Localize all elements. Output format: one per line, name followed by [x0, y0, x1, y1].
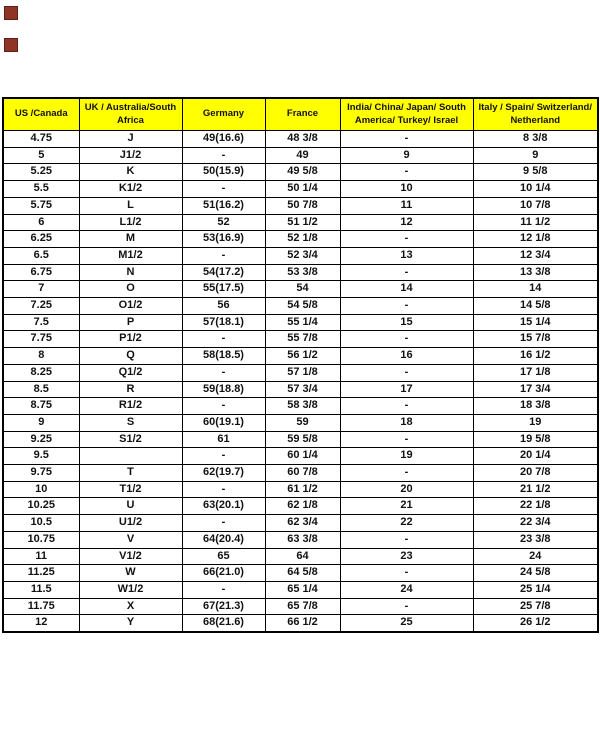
table-cell: 56 1/2 — [265, 348, 340, 365]
table-row — [3, 548, 598, 565]
table-cell: 12 3/4 — [473, 247, 598, 264]
table-cell: 62(19.7) — [182, 465, 265, 482]
table-cell: 14 — [340, 281, 473, 298]
table-cell: 54(17.2) — [182, 264, 265, 281]
table-cell: P1/2 — [79, 331, 182, 348]
table-cell: 10 7/8 — [473, 197, 598, 214]
table-cell: - — [182, 181, 265, 198]
table-cell: P — [79, 314, 182, 331]
table-cell: W1/2 — [79, 581, 182, 598]
table-cell: M — [79, 231, 182, 248]
table-cell: 60 1/4 — [265, 448, 340, 465]
table-cell: 25 7/8 — [473, 598, 598, 615]
table-cell: 58 3/8 — [265, 398, 340, 415]
table-cell: 23 3/8 — [473, 531, 598, 548]
table-cell: 52 3/4 — [265, 247, 340, 264]
table-cell: 55 1/4 — [265, 314, 340, 331]
table-cell: O — [79, 281, 182, 298]
table-cell: - — [340, 565, 473, 582]
table-cell: 20 7/8 — [473, 465, 598, 482]
table-row — [3, 364, 598, 381]
table-row — [3, 531, 598, 548]
table-cell: - — [340, 531, 473, 548]
table-row — [3, 298, 598, 315]
table-cell: 24 — [340, 581, 473, 598]
ring-size-conversion-table — [2, 97, 599, 633]
table-cell: 8 — [3, 348, 79, 365]
column-header: France — [265, 98, 340, 131]
table-cell: 58(18.5) — [182, 348, 265, 365]
table-cell: T1/2 — [79, 481, 182, 498]
table-cell: V1/2 — [79, 548, 182, 565]
table-cell: 11.75 — [3, 598, 79, 615]
table-cell: 54 5/8 — [265, 298, 340, 315]
table-cell: 10.25 — [3, 498, 79, 515]
table-cell: 17 3/4 — [473, 381, 598, 398]
table-cell: - — [340, 264, 473, 281]
table-cell: 8 3/8 — [473, 131, 598, 148]
table-cell: 24 5/8 — [473, 565, 598, 582]
table-cell: 8.5 — [3, 381, 79, 398]
table-cell: 64(20.4) — [182, 531, 265, 548]
table-cell: 65 1/4 — [265, 581, 340, 598]
table-cell: - — [182, 331, 265, 348]
table-cell: - — [182, 398, 265, 415]
table-cell: O1/2 — [79, 298, 182, 315]
table-row — [3, 465, 598, 482]
table-cell: 57 1/8 — [265, 364, 340, 381]
table-cell: 55(17.5) — [182, 281, 265, 298]
table-row — [3, 498, 598, 515]
table-cell: 11.5 — [3, 581, 79, 598]
table-cell: 22 1/8 — [473, 498, 598, 515]
table-cell: 66 1/2 — [265, 615, 340, 632]
table-cell: 66(21.0) — [182, 565, 265, 582]
table-cell: 51 1/2 — [265, 214, 340, 231]
table-row — [3, 264, 598, 281]
table-cell: 64 — [265, 548, 340, 565]
table-cell: 21 1/2 — [473, 481, 598, 498]
table-cell: X — [79, 598, 182, 615]
table-cell: 48 3/8 — [265, 131, 340, 148]
table-row — [3, 398, 598, 415]
table-cell: 59 5/8 — [265, 431, 340, 448]
table-cell: M1/2 — [79, 247, 182, 264]
table-cell: 21 — [340, 498, 473, 515]
table-cell: - — [340, 431, 473, 448]
table-cell: 5.5 — [3, 181, 79, 198]
table-cell: 63(20.1) — [182, 498, 265, 515]
table-row — [3, 147, 598, 164]
table-cell: 49 — [265, 147, 340, 164]
table-cell: J1/2 — [79, 147, 182, 164]
table-cell: R — [79, 381, 182, 398]
table-cell: - — [340, 331, 473, 348]
table-cell: 9 — [3, 414, 79, 431]
table-cell: 12 — [3, 615, 79, 632]
table-cell: S1/2 — [79, 431, 182, 448]
table-cell: 19 5/8 — [473, 431, 598, 448]
table-row — [3, 381, 598, 398]
table-cell: 9 5/8 — [473, 164, 598, 181]
size-table-header-row — [3, 98, 598, 131]
table-cell: - — [182, 515, 265, 532]
table-cell: 23 — [340, 548, 473, 565]
table-cell: 52 1/8 — [265, 231, 340, 248]
table-cell: 65 7/8 — [265, 598, 340, 615]
table-cell: - — [182, 147, 265, 164]
table-cell: 10.75 — [3, 531, 79, 548]
table-cell: 15 — [340, 314, 473, 331]
table-cell: 22 3/4 — [473, 515, 598, 532]
table-cell: 9.5 — [3, 448, 79, 465]
table-row — [3, 448, 598, 465]
table-cell: 22 — [340, 515, 473, 532]
table-cell: 14 5/8 — [473, 298, 598, 315]
table-cell: 9 — [473, 147, 598, 164]
table-cell: S — [79, 414, 182, 431]
table-cell: 53(16.9) — [182, 231, 265, 248]
table-cell: 11 — [3, 548, 79, 565]
table-cell: 6.25 — [3, 231, 79, 248]
table-cell: 20 1/4 — [473, 448, 598, 465]
table-cell: 52 — [182, 214, 265, 231]
table-cell: 60(19.1) — [182, 414, 265, 431]
table-cell: V — [79, 531, 182, 548]
size-table-body — [3, 131, 598, 633]
table-cell: - — [340, 164, 473, 181]
table-cell: 59(18.8) — [182, 381, 265, 398]
table-cell: 4.75 — [3, 131, 79, 148]
table-cell: 68(21.6) — [182, 615, 265, 632]
table-cell: 50 1/4 — [265, 181, 340, 198]
table-cell: 6.75 — [3, 264, 79, 281]
table-cell: 50(15.9) — [182, 164, 265, 181]
table-cell: - — [182, 247, 265, 264]
table-cell: 10 — [3, 481, 79, 498]
table-cell: 25 — [340, 615, 473, 632]
table-cell: 19 — [340, 448, 473, 465]
table-cell: J — [79, 131, 182, 148]
table-cell: R1/2 — [79, 398, 182, 415]
table-cell: 62 1/8 — [265, 498, 340, 515]
table-row — [3, 515, 598, 532]
table-cell: 12 — [340, 214, 473, 231]
column-header: US /Canada — [3, 98, 79, 131]
table-cell: K — [79, 164, 182, 181]
table-row — [3, 197, 598, 214]
table-cell: 16 1/2 — [473, 348, 598, 365]
table-row — [3, 431, 598, 448]
table-cell: 19 — [473, 414, 598, 431]
table-cell: L1/2 — [79, 214, 182, 231]
table-cell: 7.75 — [3, 331, 79, 348]
table-row — [3, 214, 598, 231]
table-cell: 15 7/8 — [473, 331, 598, 348]
table-cell: - — [340, 231, 473, 248]
table-cell: 59 — [265, 414, 340, 431]
table-cell: 57 3/4 — [265, 381, 340, 398]
table-cell: 9.25 — [3, 431, 79, 448]
size-table-header — [3, 98, 598, 131]
table-cell: - — [340, 598, 473, 615]
table-cell: 9 — [340, 147, 473, 164]
table-cell: 65 — [182, 548, 265, 565]
table-cell: 5.25 — [3, 164, 79, 181]
table-row — [3, 581, 598, 598]
table-cell: 26 1/2 — [473, 615, 598, 632]
table-cell: 50 7/8 — [265, 197, 340, 214]
table-row — [3, 181, 598, 198]
table-cell: 10.5 — [3, 515, 79, 532]
table-cell: 14 — [473, 281, 598, 298]
table-cell: Y — [79, 615, 182, 632]
table-cell: - — [340, 364, 473, 381]
table-cell: 49(16.6) — [182, 131, 265, 148]
table-row — [3, 481, 598, 498]
table-row — [3, 615, 598, 632]
table-cell: U — [79, 498, 182, 515]
table-cell: 7.5 — [3, 314, 79, 331]
table-row — [3, 565, 598, 582]
table-cell: - — [340, 398, 473, 415]
table-cell: L — [79, 197, 182, 214]
table-cell: 63 3/8 — [265, 531, 340, 548]
red-square-marker-top — [4, 6, 18, 20]
table-cell: 7.25 — [3, 298, 79, 315]
table-row — [3, 598, 598, 615]
table-cell: - — [182, 481, 265, 498]
table-cell: 53 3/8 — [265, 264, 340, 281]
table-cell: 51(16.2) — [182, 197, 265, 214]
table-cell: - — [182, 448, 265, 465]
table-cell: 16 — [340, 348, 473, 365]
table-cell: 18 — [340, 414, 473, 431]
table-row — [3, 231, 598, 248]
table-row — [3, 414, 598, 431]
table-cell — [79, 448, 182, 465]
table-cell: 67(21.3) — [182, 598, 265, 615]
table-cell: U1/2 — [79, 515, 182, 532]
table-cell: 6.5 — [3, 247, 79, 264]
table-row — [3, 314, 598, 331]
table-cell: 62 3/4 — [265, 515, 340, 532]
table-cell: 8.25 — [3, 364, 79, 381]
table-cell: 9.75 — [3, 465, 79, 482]
table-cell: 49 5/8 — [265, 164, 340, 181]
table-cell: K1/2 — [79, 181, 182, 198]
table-row — [3, 281, 598, 298]
table-cell: - — [182, 581, 265, 598]
table-cell: - — [340, 131, 473, 148]
table-cell: 25 1/4 — [473, 581, 598, 598]
table-cell: 64 5/8 — [265, 565, 340, 582]
column-header: India/ China/ Japan/ South America/ Turkey/ Israel — [340, 98, 473, 131]
table-cell: 10 1/4 — [473, 181, 598, 198]
table-cell: Q — [79, 348, 182, 365]
column-header: Germany — [182, 98, 265, 131]
table-cell: 11 — [340, 197, 473, 214]
table-cell: 57(18.1) — [182, 314, 265, 331]
column-header: UK / Australia/South Africa — [79, 98, 182, 131]
table-cell: 11.25 — [3, 565, 79, 582]
table-cell: W — [79, 565, 182, 582]
table-cell: 5 — [3, 147, 79, 164]
table-cell: 10 — [340, 181, 473, 198]
table-row — [3, 131, 598, 148]
table-cell: 7 — [3, 281, 79, 298]
table-cell: N — [79, 264, 182, 281]
table-cell: 18 3/8 — [473, 398, 598, 415]
table-cell: 17 1/8 — [473, 364, 598, 381]
table-row — [3, 348, 598, 365]
table-cell: 8.75 — [3, 398, 79, 415]
table-row — [3, 247, 598, 264]
table-cell: 13 — [340, 247, 473, 264]
table-cell: 56 — [182, 298, 265, 315]
table-cell: 20 — [340, 481, 473, 498]
red-square-marker-bottom — [4, 38, 18, 52]
table-cell: - — [340, 298, 473, 315]
table-cell: 17 — [340, 381, 473, 398]
table-row — [3, 164, 598, 181]
table-cell: - — [340, 465, 473, 482]
table-cell: 55 7/8 — [265, 331, 340, 348]
table-cell: 15 1/4 — [473, 314, 598, 331]
table-cell: 60 7/8 — [265, 465, 340, 482]
table-cell: T — [79, 465, 182, 482]
column-header: Italy / Spain/ Switzerland/ Netherland — [473, 98, 598, 131]
table-cell: 54 — [265, 281, 340, 298]
table-cell: 61 — [182, 431, 265, 448]
table-cell: 5.75 — [3, 197, 79, 214]
table-cell: 6 — [3, 214, 79, 231]
table-cell: 11 1/2 — [473, 214, 598, 231]
table-row — [3, 331, 598, 348]
table-cell: Q1/2 — [79, 364, 182, 381]
table-cell: 13 3/8 — [473, 264, 598, 281]
table-cell: 24 — [473, 548, 598, 565]
table-cell: 12 1/8 — [473, 231, 598, 248]
table-cell: - — [182, 364, 265, 381]
table-cell: 61 1/2 — [265, 481, 340, 498]
